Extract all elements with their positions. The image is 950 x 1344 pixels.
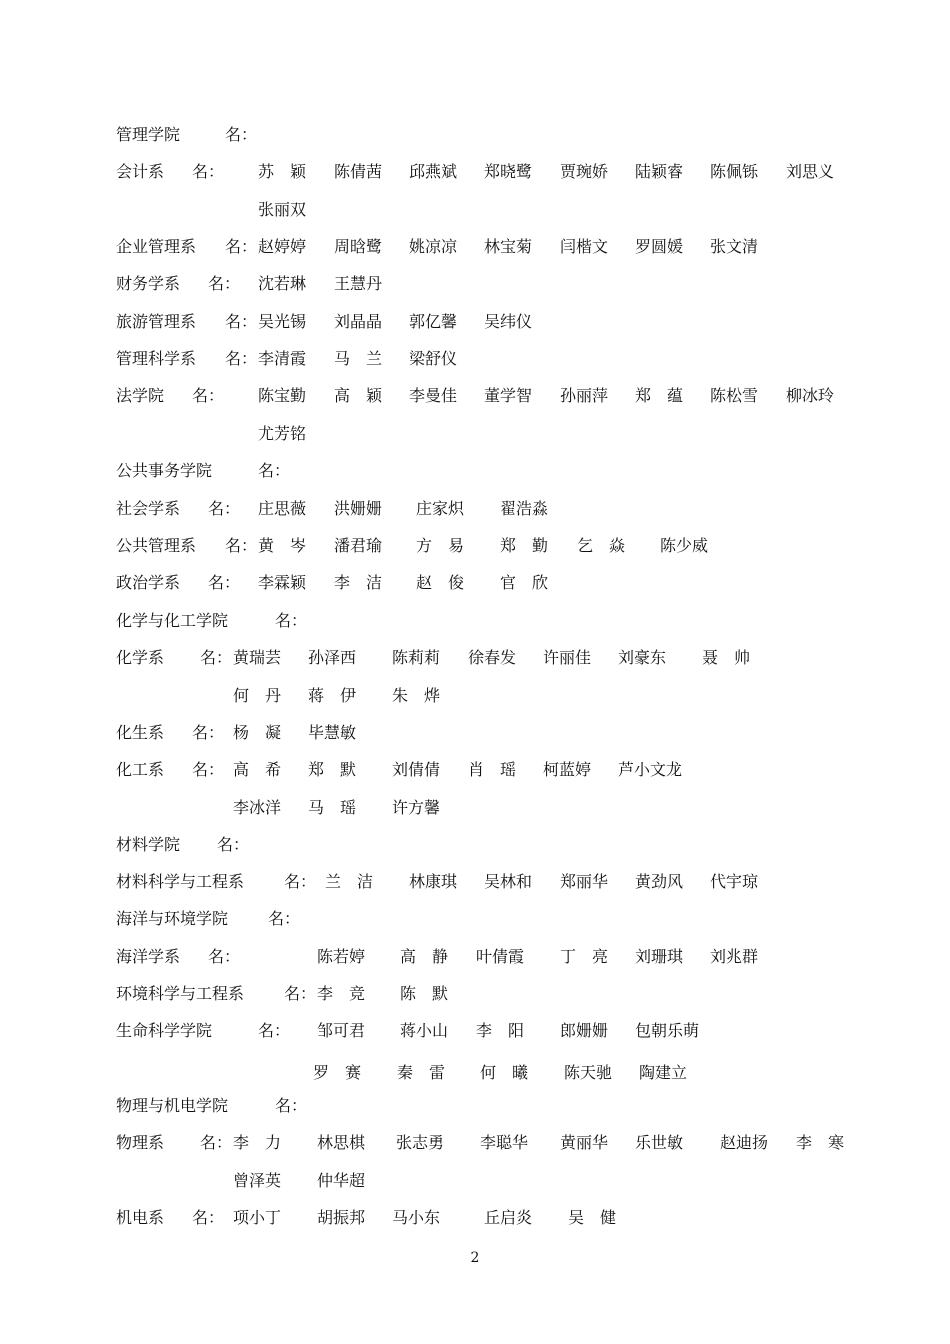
person-name: 何 曦 — [480, 1063, 529, 1082]
person-name: 郭亿馨 — [409, 312, 458, 331]
name-suffix: 名： — [275, 1096, 308, 1115]
name-suffix: 名： — [268, 909, 301, 928]
person-name: 尤芳铭 — [258, 424, 307, 443]
name-suffix: 名： — [258, 1021, 291, 1040]
person-name: 贾琬娇 — [560, 162, 609, 181]
person-name: 吴林和 — [484, 872, 533, 891]
name-suffix: 名： — [200, 648, 233, 667]
person-name: 刘思义 — [786, 162, 835, 181]
person-name: 李聪华 — [480, 1133, 529, 1152]
page-number: 2 — [470, 1250, 480, 1266]
person-name: 吴光锡 — [258, 312, 307, 331]
person-name: 陈佩铄 — [710, 162, 759, 181]
name-suffix: 名： — [192, 386, 225, 405]
name-suffix: 名： — [258, 461, 291, 480]
person-name: 黄丽华 — [560, 1133, 609, 1152]
person-name: 陈若婷 — [317, 947, 366, 966]
person-name: 李 力 — [233, 1133, 282, 1152]
person-name: 董学智 — [484, 386, 533, 405]
person-name: 张丽双 — [258, 200, 307, 219]
name-suffix: 名： — [208, 274, 241, 293]
person-name: 吴纬仪 — [484, 312, 533, 331]
department-label: 化生系 — [116, 723, 165, 742]
name-suffix: 名： — [225, 536, 258, 555]
name-suffix: 名： — [225, 237, 258, 256]
person-name: 乞 焱 — [577, 536, 626, 555]
person-name: 郎姗姗 — [560, 1021, 609, 1040]
person-name: 高 颖 — [334, 386, 383, 405]
person-name: 赵 俊 — [416, 573, 465, 592]
person-name: 苏 颖 — [258, 162, 307, 181]
person-name: 张志勇 — [396, 1133, 445, 1152]
person-name: 柳冰玲 — [786, 386, 835, 405]
person-name: 徐春发 — [468, 648, 517, 667]
person-name: 马小东 — [392, 1208, 441, 1227]
department-label: 化学与化工学院 — [116, 611, 229, 630]
person-name: 罗 赛 — [313, 1063, 362, 1082]
person-name: 刘珊琪 — [635, 947, 684, 966]
department-label: 政治学系 — [116, 573, 181, 592]
person-name: 许丽佳 — [543, 648, 592, 667]
person-name: 陈倩茜 — [334, 162, 383, 181]
department-label: 材料学院 — [116, 835, 181, 854]
person-name: 柯蓝婷 — [543, 760, 592, 779]
person-name: 杨 凝 — [233, 723, 282, 742]
person-name: 李清霞 — [258, 349, 307, 368]
person-name: 姚凉凉 — [409, 237, 458, 256]
person-name: 高 静 — [400, 947, 449, 966]
person-name: 刘晶晶 — [334, 312, 383, 331]
person-name: 陈莉莉 — [392, 648, 441, 667]
person-name: 陈天驰 — [564, 1063, 613, 1082]
person-name: 陶建立 — [639, 1063, 688, 1082]
person-name: 闫楷文 — [560, 237, 609, 256]
name-suffix: 名： — [208, 573, 241, 592]
name-suffix: 名： — [192, 162, 225, 181]
person-name: 陈松雪 — [710, 386, 759, 405]
department-label: 环境科学与工程系 — [116, 984, 245, 1003]
person-name: 官 欣 — [500, 573, 549, 592]
person-name: 沈若琳 — [258, 274, 307, 293]
person-name: 马 兰 — [334, 349, 383, 368]
person-name: 陈 默 — [400, 984, 449, 1003]
person-name: 陈少威 — [660, 536, 709, 555]
person-name: 李冰洋 — [233, 798, 282, 817]
person-name: 刘豪东 — [618, 648, 667, 667]
person-name: 李 寒 — [796, 1133, 845, 1152]
name-suffix: 名： — [192, 723, 225, 742]
person-name: 项小丁 — [233, 1208, 282, 1227]
person-name: 叶倩霞 — [476, 947, 525, 966]
person-name: 蒋小山 — [400, 1021, 449, 1040]
person-name: 洪姗姗 — [334, 499, 383, 518]
department-label: 物理与机电学院 — [116, 1096, 229, 1115]
person-name: 方 易 — [416, 536, 465, 555]
person-name: 郑晓鹭 — [484, 162, 533, 181]
person-name: 邹可君 — [317, 1021, 366, 1040]
department-label: 法学院 — [116, 386, 165, 405]
person-name: 王慧丹 — [334, 274, 383, 293]
person-name: 乐世敏 — [635, 1133, 684, 1152]
person-name: 孙丽萍 — [560, 386, 609, 405]
department-label: 管理科学系 — [116, 349, 197, 368]
person-name: 李 竞 — [317, 984, 366, 1003]
person-name: 赵迪扬 — [720, 1133, 769, 1152]
department-label: 公共管理系 — [116, 536, 197, 555]
person-name: 蒋 伊 — [308, 686, 357, 705]
name-suffix: 名： — [275, 611, 308, 630]
department-label: 公共事务学院 — [116, 461, 213, 480]
person-name: 林宝菊 — [484, 237, 533, 256]
person-name: 丁 亮 — [560, 947, 609, 966]
name-suffix: 名： — [225, 312, 258, 331]
person-name: 黄劲风 — [635, 872, 684, 891]
person-name: 许方馨 — [392, 798, 441, 817]
person-name: 郑丽华 — [560, 872, 609, 891]
department-label: 财务学系 — [116, 274, 181, 293]
department-label: 企业管理系 — [116, 237, 197, 256]
person-name: 李 阳 — [476, 1021, 525, 1040]
person-name: 毕慧敏 — [308, 723, 357, 742]
person-name: 朱 烨 — [392, 686, 441, 705]
person-name: 聂 帅 — [702, 648, 751, 667]
person-name: 庄思薇 — [258, 499, 307, 518]
department-label: 海洋与环境学院 — [116, 909, 229, 928]
person-name: 李曼佳 — [409, 386, 458, 405]
person-name: 张文清 — [710, 237, 759, 256]
department-label: 会计系 — [116, 162, 165, 181]
person-name: 马 瑶 — [308, 798, 357, 817]
person-name: 刘倩倩 — [392, 760, 441, 779]
person-name: 陈宝勤 — [258, 386, 307, 405]
person-name: 罗圆媛 — [635, 237, 684, 256]
person-name: 肖 瑶 — [468, 760, 517, 779]
person-name: 秦 雷 — [397, 1063, 446, 1082]
person-name: 胡振邦 — [317, 1208, 366, 1227]
department-label: 物理系 — [116, 1133, 165, 1152]
department-label: 旅游管理系 — [116, 312, 197, 331]
person-name: 黄 岑 — [258, 536, 307, 555]
name-suffix: 名： — [284, 984, 317, 1003]
name-suffix: 名： — [225, 125, 258, 144]
person-name: 丘启炎 — [484, 1208, 533, 1227]
person-name: 郑 勤 — [500, 536, 549, 555]
person-name: 吴 健 — [568, 1208, 617, 1227]
person-name: 代宇琼 — [710, 872, 759, 891]
department-label: 海洋学系 — [116, 947, 181, 966]
name-suffix: 名： — [192, 1208, 225, 1227]
person-name: 周晗鹭 — [334, 237, 383, 256]
name-suffix: 名： — [200, 1133, 233, 1152]
name-suffix: 名： — [217, 835, 250, 854]
person-name: 潘君瑜 — [334, 536, 383, 555]
department-label: 材料科学与工程系 — [116, 872, 245, 891]
person-name: 包朝乐萌 — [635, 1021, 700, 1040]
person-name: 兰 洁 — [325, 872, 374, 891]
person-name: 郑 蕴 — [635, 386, 684, 405]
person-name: 何 丹 — [233, 686, 282, 705]
person-name: 黄瑞芸 — [233, 648, 282, 667]
person-name: 翟浩淼 — [500, 499, 549, 518]
person-name: 陆颖睿 — [635, 162, 684, 181]
department-label: 生命科学学院 — [116, 1021, 213, 1040]
department-label: 化学系 — [116, 648, 165, 667]
person-name: 孙泽西 — [308, 648, 357, 667]
name-suffix: 名： — [284, 872, 317, 891]
person-name: 李 洁 — [334, 573, 383, 592]
person-name: 仲华超 — [317, 1171, 366, 1190]
person-name: 林思棋 — [317, 1133, 366, 1152]
name-suffix: 名： — [192, 760, 225, 779]
person-name: 梁舒仪 — [409, 349, 458, 368]
person-name: 庄家炽 — [416, 499, 465, 518]
person-name: 邱燕斌 — [409, 162, 458, 181]
department-label: 社会学系 — [116, 499, 181, 518]
name-suffix: 名： — [208, 499, 241, 518]
person-name: 曾泽英 — [233, 1171, 282, 1190]
name-suffix: 名： — [208, 947, 241, 966]
department-label: 管理学院 — [116, 125, 181, 144]
department-label: 机电系 — [116, 1208, 165, 1227]
person-name: 高 希 — [233, 760, 282, 779]
person-name: 赵婷婷 — [258, 237, 307, 256]
person-name: 林康琪 — [409, 872, 458, 891]
name-suffix: 名： — [225, 349, 258, 368]
person-name: 芦小文龙 — [618, 760, 683, 779]
person-name: 李霖颖 — [258, 573, 307, 592]
person-name: 刘兆群 — [710, 947, 759, 966]
person-name: 郑 默 — [308, 760, 357, 779]
department-label: 化工系 — [116, 760, 165, 779]
